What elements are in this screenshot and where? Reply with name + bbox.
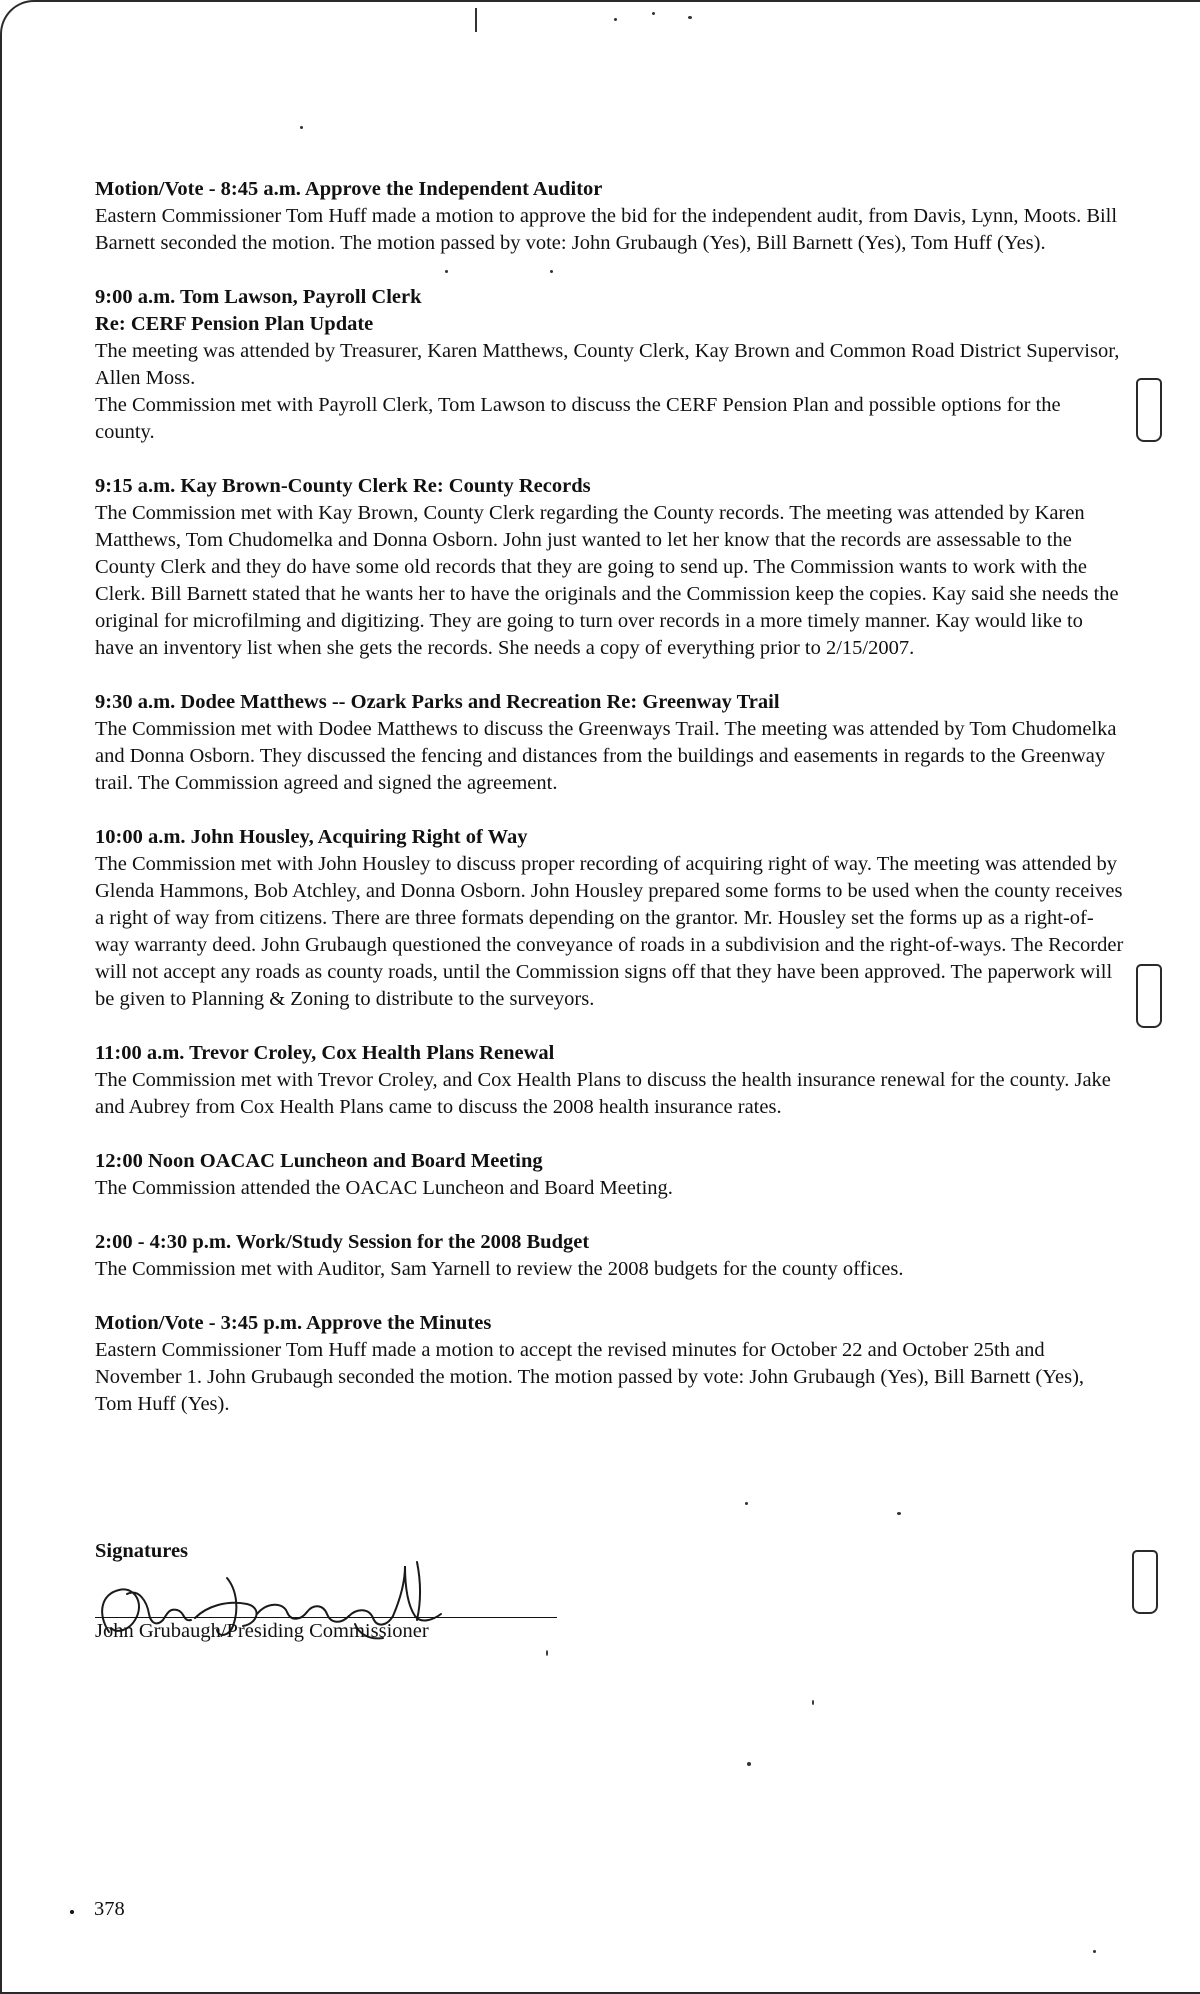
section-heading: 9:30 a.m. Dodee Matthews -- Ozark Parks and Recreation Re: Greenway Trail (95, 691, 780, 713)
section-heading: 11:00 a.m. Trevor Croley, Cox Health Plans Renewal (95, 1042, 555, 1064)
scan-speck (550, 270, 553, 273)
section-paragraph: The Commission met with Trevor Croley, and Cox Health Plans to discuss the health insurance renewal for the county. Jake and Aubrey from Cox Health Plans came to discuss the 2008 health insurance rates. (95, 1069, 1111, 1118)
section-approve-minutes (95, 1310, 1125, 1418)
scan-mark (475, 8, 477, 32)
scan-speck (897, 1512, 901, 1515)
signatures-heading: Signatures (95, 1540, 189, 1562)
section-paragraph: The Commission met with Payroll Clerk, Tom Lawson to discuss the CERF Pension Plan and possible options for the county. (95, 394, 1061, 443)
section-paragraph: The Commission met with Kay Brown, County Clerk regarding the County records. The meeting was attended by Karen Matthews, Tom Chudomelka and Donna Osborn. John just wanted to let her know that the records are assessable to the County Clerk and they do have some old records that they are going to send up. The Commission wants to work with the Clerk. Bill Barnett stated that he wants her to have the originals and the Commission keep the copies. Kay said she needs the original for microfilming and digitizing. They are going to turn over records in a more timely manner. Kay would like to have an inventory list when she gets the records. She needs a copy of everything prior to 2/15/2007. (95, 502, 1119, 659)
signature-line (95, 1617, 557, 1618)
section-subheading: Re: CERF Pension Plan Update (95, 313, 374, 335)
section-county-records (95, 473, 1125, 662)
scan-speck (1093, 1950, 1096, 1953)
minutes-body (95, 176, 1125, 1445)
section-oacac-luncheon (95, 1148, 1125, 1202)
section-heading: 9:00 a.m. Tom Lawson, Payroll Clerk (95, 286, 422, 308)
section-paragraph: Eastern Commissioner Tom Huff made a motion to accept the revised minutes for October 22 and October 25th and November 1. John Grubaugh seconded the motion. The motion passed by vote: John Grubaugh (Yes), Bill Barnett (Yes), Tom Huff (Yes). (95, 1339, 1085, 1415)
page-number: 378 (94, 1898, 125, 1920)
scan-speck (300, 126, 303, 129)
section-heading: 2:00 - 4:30 p.m. Work/Study Session for the 2008 Budget (95, 1231, 590, 1253)
section-cerf-pension (95, 284, 1125, 446)
scan-speck (688, 16, 692, 19)
scan-speck (614, 18, 617, 21)
section-heading: 12:00 Noon OACAC Luncheon and Board Meeting (95, 1150, 543, 1172)
section-paragraph: The Commission met with Dodee Matthews to discuss the Greenways Trail. The meeting was attended by Tom Chudomelka and Donna Osborn. They discussed the fencing and distances from the buildings and easements in regards to the Greenway trail. The Commission agreed and signed the agreement. (95, 718, 1117, 794)
margin-bracket-mark (1132, 1550, 1158, 1614)
scan-speck (812, 1700, 814, 1705)
scan-speck (747, 1762, 751, 1766)
section-heading: Motion/Vote - 3:45 p.m. Approve the Minutes (95, 1312, 492, 1334)
scan-speck (652, 12, 655, 15)
section-paragraph: The Commission attended the OACAC Luncheon and Board Meeting. (95, 1177, 673, 1199)
section-greenway-trail (95, 689, 1125, 797)
section-paragraph: The Commission met with Auditor, Sam Yarnell to review the 2008 budgets for the county offices. (95, 1258, 904, 1280)
scan-speck (445, 270, 448, 273)
section-paragraph: Eastern Commissioner Tom Huff made a motion to approve the bid for the independent audit, from Davis, Lynn, Moots. Bill Barnett seconded the motion. The motion passed by vote: John Grubaugh (Yes), Bill Barnett (Yes), Tom Huff (Yes). (95, 205, 1118, 254)
signatures-block (95, 1540, 615, 1642)
scan-speck (546, 1650, 548, 1656)
section-right-of-way (95, 824, 1125, 1013)
section-health-plans (95, 1040, 1125, 1121)
signature-caption: John Grubaugh/Presiding Commissioner (95, 1620, 429, 1642)
section-heading: Motion/Vote - 8:45 a.m. Approve the Independent Auditor (95, 178, 603, 200)
section-approve-auditor (95, 176, 1125, 257)
margin-bracket-mark (1136, 378, 1162, 442)
page-number-dot (70, 1910, 74, 1914)
section-budget-session (95, 1229, 1125, 1283)
section-paragraph: The meeting was attended by Treasurer, Karen Matthews, County Clerk, Kay Brown and Common Road District Supervisor, Allen Moss. (95, 340, 1120, 389)
section-heading: 10:00 a.m. John Housley, Acquiring Right of Way (95, 826, 528, 848)
scan-speck (745, 1502, 748, 1505)
margin-bracket-mark (1136, 964, 1162, 1028)
section-paragraph: The Commission met with John Housley to discuss proper recording of acquiring right of way. The meeting was attended by Glenda Hammons, Bob Atchley, and Donna Osborn. John Housley prepared some forms to be used when the county receives a right of way from citizens. There are three formats depending on the grantor. Mr. Housley set the forms up as a right-of-way warranty deed. John Grubaugh questioned the conveyance of roads in a subdivision and the right-of-ways. The Recorder will not accept any roads as county roads, until the Commission signs off that they have been approved. The paperwork will be given to Planning & Zoning to distribute to the surveyors. (95, 853, 1124, 1010)
section-heading: 9:15 a.m. Kay Brown-County Clerk Re: County Records (95, 475, 591, 497)
